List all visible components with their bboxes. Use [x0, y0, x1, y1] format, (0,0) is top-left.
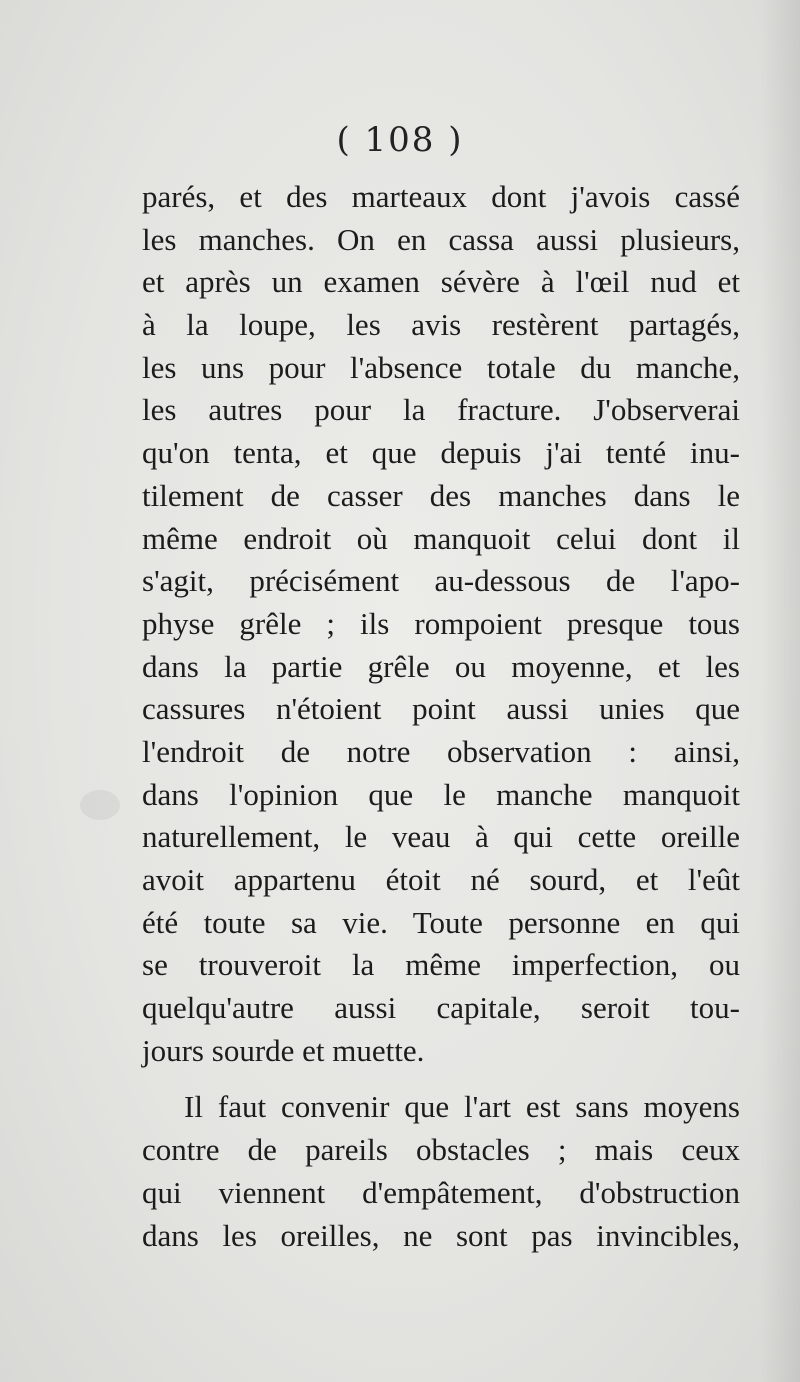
text-line: les uns pour l'absence totale du manche,	[142, 349, 740, 385]
paper-smudge	[80, 790, 120, 820]
text-line: contre de pareils obstacles ; mais ceux	[142, 1132, 740, 1168]
text-line: à la loupe, les avis restèrent partagés,	[142, 307, 740, 343]
text-line: avoit appartenu étoit né sourd, et l'eût	[142, 862, 740, 897]
text-line: dans la partie grêle ou moyenne, et les	[142, 648, 740, 684]
text-line: et après un examen sévère à l'œil nud et	[142, 264, 740, 300]
text-line: physe grêle ; ils rompoient presque tous	[142, 605, 740, 641]
text-line: cassures n'étoient point aussi unies que	[142, 691, 740, 727]
body-text	[142, 176, 740, 1257]
text-line: dans les oreilles, ne sont pas invincibles,	[142, 1217, 740, 1253]
text-line: qu'on tenta, et que depuis j'ai tenté inu-	[142, 435, 740, 471]
text-line: se trouveroit la même imperfection, ou	[142, 947, 740, 983]
text-line: Il faut convenir que l'art est sans moyens	[184, 1089, 740, 1125]
page-number: ( 108 )	[336, 120, 464, 160]
text-line: les autres pour la fracture. J'observerai	[142, 392, 740, 428]
text-line: qui viennent d'empâtement, d'obstruction	[142, 1174, 740, 1210]
text-line: s'agit, précisément au-dessous de l'apo-	[142, 563, 740, 599]
text-line: été toute sa vie. Toute personne en qui	[142, 904, 740, 940]
text-line: les manches. On en cassa aussi plusieurs,	[142, 221, 740, 257]
paragraph-spacer	[142, 1072, 740, 1086]
text-line: quelqu'autre aussi capitale, seroit tou-	[142, 990, 740, 1026]
text-line: tilement de casser des manches dans le	[142, 477, 740, 513]
text-line: naturellement, le veau à qui cette oreille	[142, 819, 740, 855]
paragraph-2	[142, 1086, 740, 1257]
text-line: jours sourde et muette.	[142, 1032, 425, 1068]
text-line: dans l'opinion que le manche manquoit	[142, 776, 740, 812]
text-line: l'endroit de notre observation : ainsi,	[142, 733, 740, 769]
text-line: même endroit où manquoit celui dont il	[142, 520, 740, 556]
page-edge-shadow	[760, 0, 800, 1382]
paragraph-1	[142, 176, 740, 1072]
text-line: parés, et des marteaux dont j'avois cassé	[142, 179, 740, 214]
